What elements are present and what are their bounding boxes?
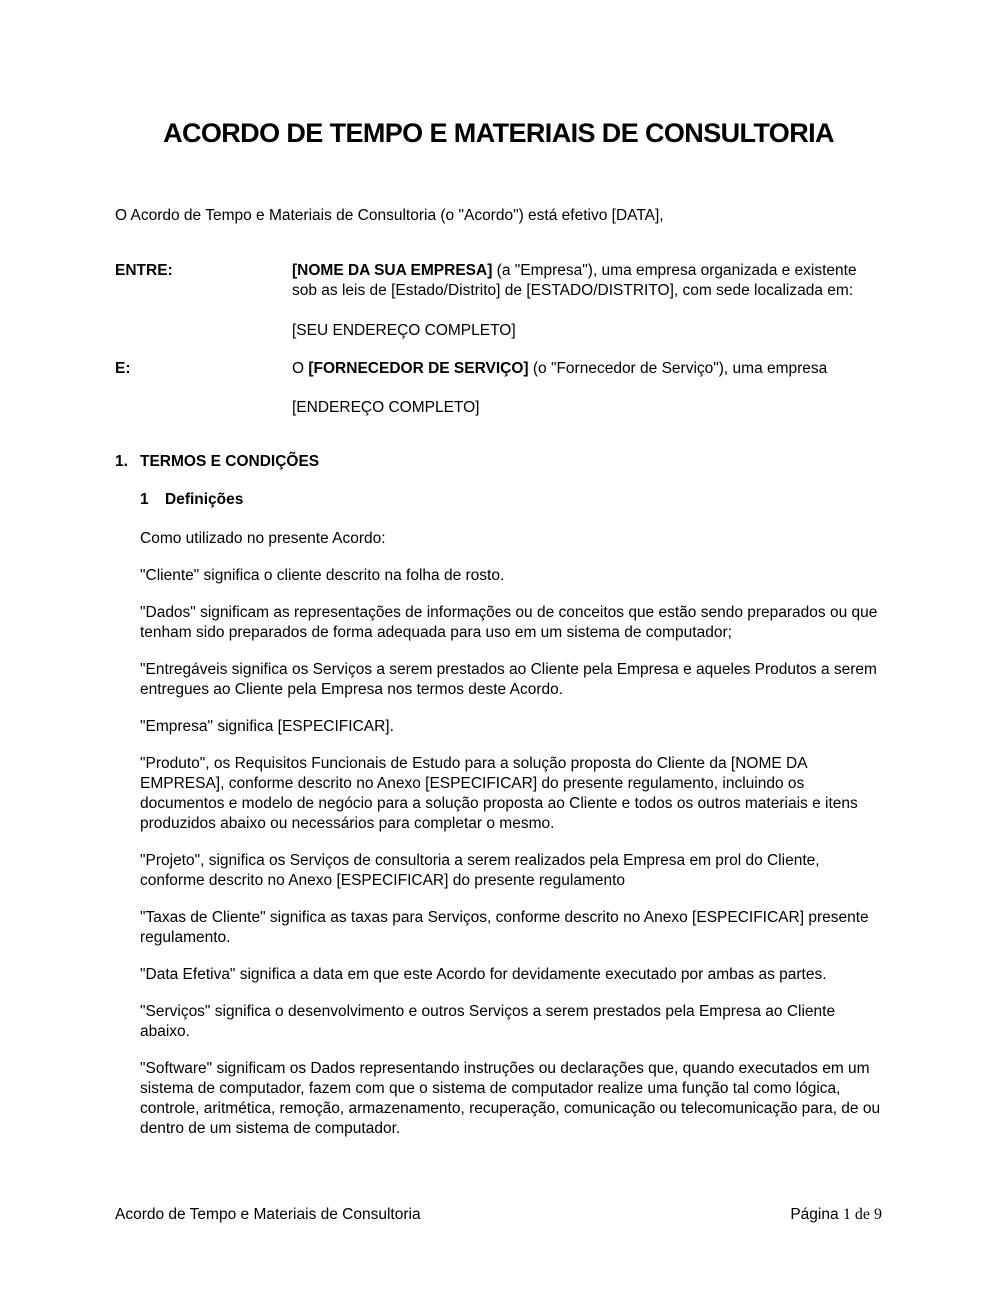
section-title: TERMOS E CONDIÇÕES: [140, 453, 320, 470]
subsection-number: 1: [140, 491, 149, 508]
definition-paragraph: "Dados" significam as representações de informações ou de conceitos que estão sendo preparados ou que tenham sido preparados de forma adequada para uso em um sistema de computador;: [140, 604, 878, 641]
party-text-entre: [292, 261, 882, 301]
definition-paragraph: "Taxas de Cliente" significa as taxas para Serviços, conforme descrito no Anexo [ESPECIFICAR] presente regulamento.: [140, 909, 869, 946]
definition-paragraph: "Empresa" significa [ESPECIFICAR].: [140, 718, 394, 735]
party-label-e: E:: [115, 360, 131, 377]
definition-paragraph: "Produto", os Requisitos Funcionais de Estudo para a solução proposta do Cliente da [NOME DA EMPRESA], conforme descrito no Anexo [ESPECIFICAR] do presente regulamento, incluindo os documentos e modelo de negócio para a solução proposta ao Cliente e todos os outros materiais e itens produzidos abaixo ou necessários para completar o mesmo.: [140, 755, 858, 832]
party-entre-company-placeholder: [NOME DA SUA EMPRESA]: [292, 262, 493, 279]
definitions-block: [140, 529, 882, 1139]
party-e-provider-placeholder: [FORNECEDOR DE SERVIÇO]: [308, 360, 529, 377]
document-title: ACORDO DE TEMPO E MATERIAIS DE CONSULTORIA: [163, 118, 834, 148]
definition-paragraph: "Software" significam os Dados representando instruções ou declarações que, quando executados em um sistema de computador, fazem com que o sistema de computador realize uma função tal como lógica, controle, aritmética, remoção, armazenamento, recuperação, comunicação ou telecomunicação para, de ou dentro de um sistema de computador.: [140, 1060, 881, 1137]
footer-page-label: Página: [790, 1206, 843, 1223]
party-entre-description: (a "Empresa"), uma empresa organizada e existente sob as leis de [Estado/Distrito] de [ESTADO/DISTRITO], com sede localizada em:: [292, 262, 857, 299]
definition-paragraph: "Data Efetiva" significa a data em que este Acordo for devidamente executado por ambas as partes.: [140, 966, 827, 983]
definition-paragraph: "Entregáveis significa os Serviços a serem prestados ao Cliente pela Empresa e aqueles Produtos a serem entregues ao Cliente pela Empresa nos termos deste Acordo.: [140, 661, 877, 698]
subsection-heading-definitions: [140, 490, 882, 510]
party-row-entre: [115, 261, 882, 301]
definition-paragraph: "Serviços" significa o desenvolvimento e outros Serviços a serem prestados pela Empresa ao Cliente abaixo.: [140, 1003, 836, 1040]
party-text-e: [292, 359, 882, 379]
definition-paragraph: "Projeto", significa os Serviços de consultoria a serem realizados pela Empresa em prol do Cliente, conforme descrito no Anexo [ESPECIFICAR] do presente regulamento: [140, 852, 820, 889]
party-e-prefix: O: [292, 360, 309, 377]
subsection-title: Definições: [165, 491, 244, 508]
section-heading-terms: [115, 452, 882, 472]
definition-paragraph: "Cliente" significa o cliente descrito na folha de rosto.: [140, 567, 505, 584]
definition-paragraph: Como utilizado no presente Acordo:: [140, 530, 386, 547]
footer-document-name: Acordo de Tempo e Materiais de Consultoria: [115, 1206, 421, 1223]
party-row-e: [115, 359, 882, 379]
section-number: 1.: [115, 453, 128, 470]
page-footer: [115, 1205, 882, 1225]
intro-paragraph: O Acordo de Tempo e Materiais de Consultoria (o "Acordo") está efetivo [DATA],: [115, 207, 664, 224]
party-entre-address: [SEU ENDEREÇO COMPLETO]: [292, 322, 516, 339]
party-e-address: [ENDEREÇO COMPLETO]: [292, 399, 480, 416]
footer-page-value: 1 de 9: [842, 1206, 882, 1223]
party-label-entre: ENTRE:: [115, 262, 173, 279]
footer-page-number: [790, 1205, 882, 1225]
party-e-description: (o "Fornecedor de Serviço"), uma empresa: [528, 360, 828, 377]
